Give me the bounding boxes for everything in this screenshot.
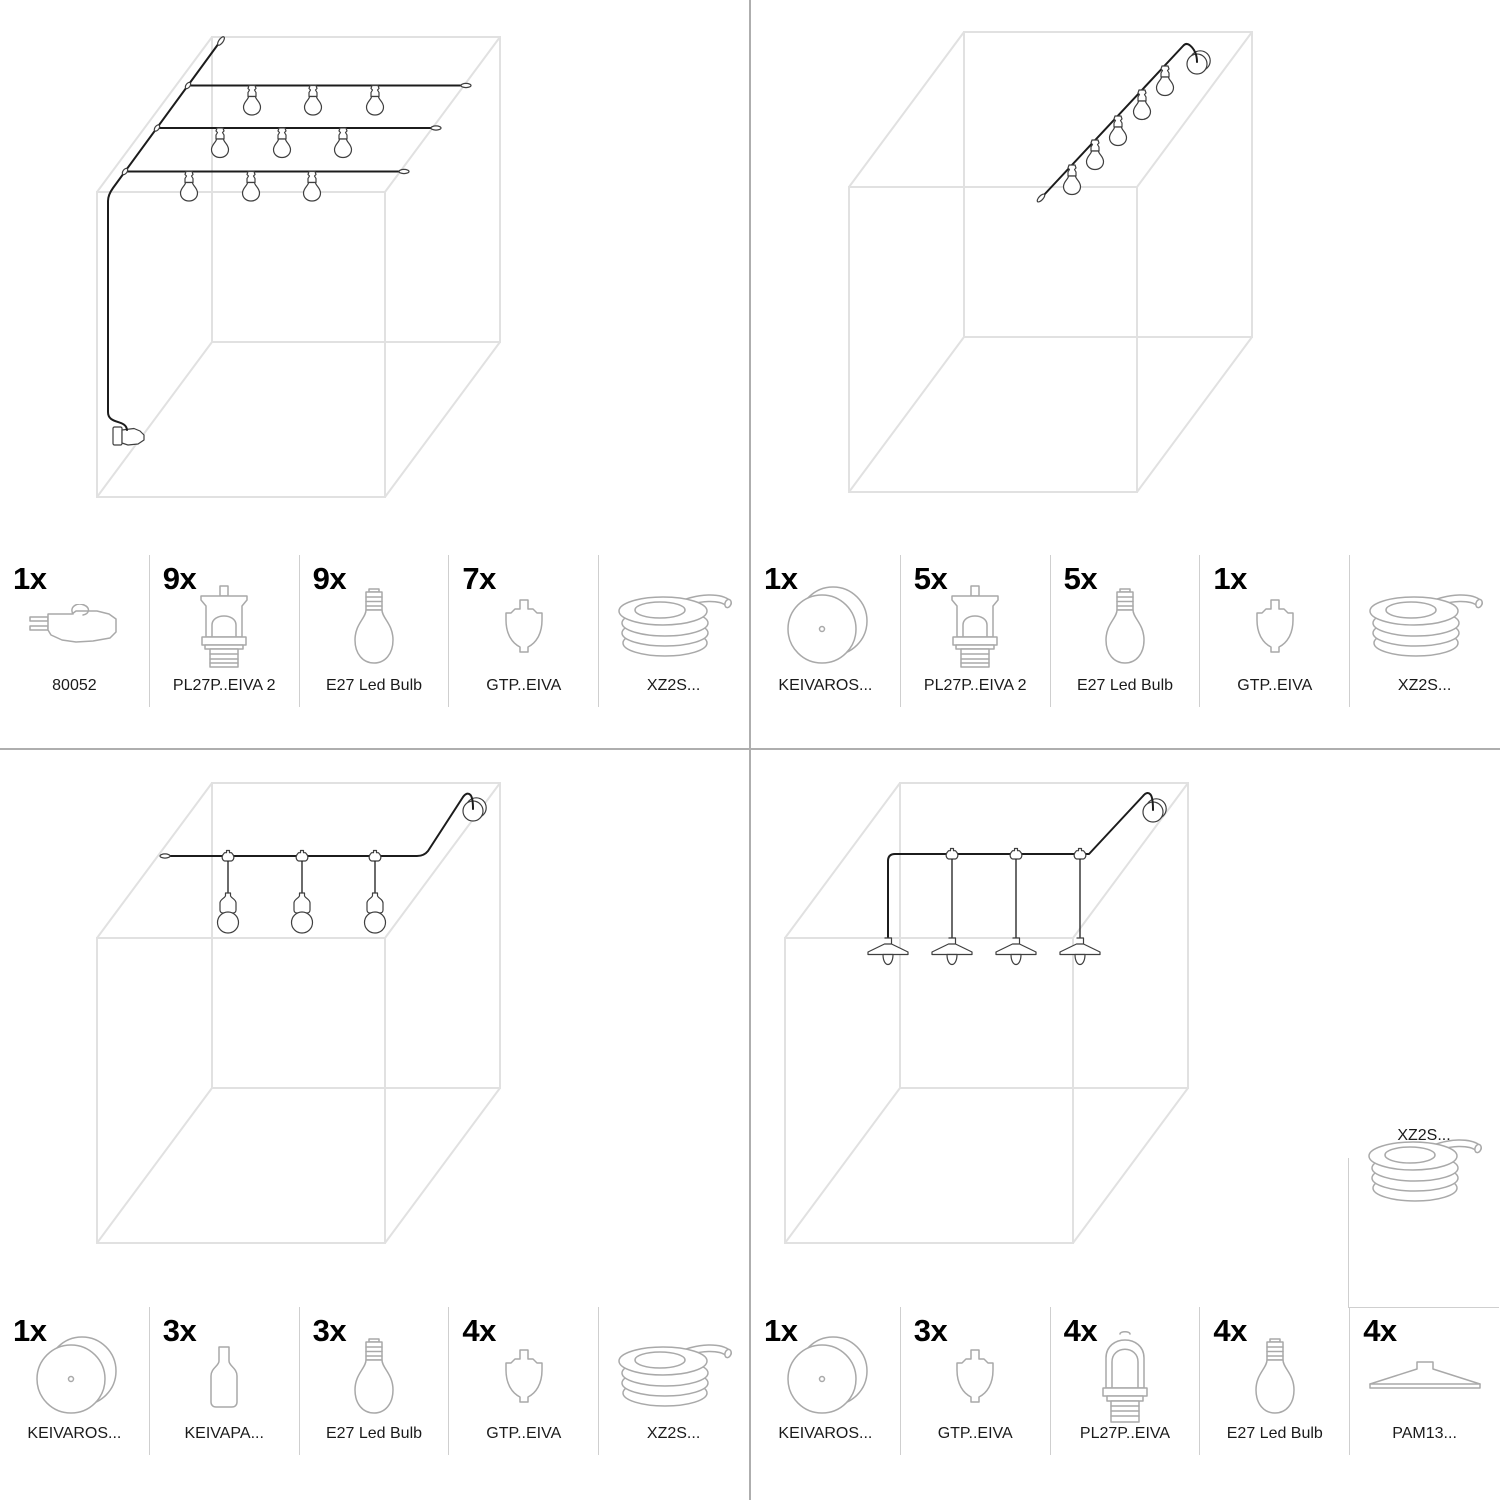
part-code: 80052 xyxy=(52,677,97,694)
part-code: XZ2S... xyxy=(1397,1127,1451,1144)
kit-diagram-diagonal xyxy=(750,0,1500,555)
part-code: PL27P..EIVA xyxy=(1079,1425,1171,1442)
part-cell xyxy=(751,555,901,707)
ceiling-rose-icon xyxy=(0,1331,149,1423)
parts-list xyxy=(751,555,1499,707)
part-code: GTP..EIVA xyxy=(1237,677,1313,694)
part-cell xyxy=(449,555,599,707)
part-cell xyxy=(599,1307,748,1455)
cube-wireframe xyxy=(97,37,500,497)
cable-coil-icon xyxy=(599,1331,748,1423)
part-cell-extra xyxy=(1348,1127,1499,1308)
part-quantity: 3x xyxy=(913,1313,948,1348)
part-quantity: 9x xyxy=(162,561,197,596)
part-cell xyxy=(150,1307,300,1455)
part-cell xyxy=(1051,555,1201,707)
part-code: E27 Led Bulb xyxy=(325,677,423,694)
part-cell xyxy=(901,1307,1051,1455)
pendant-main-cable xyxy=(170,794,473,856)
part-code: KEIVAROS... xyxy=(778,677,873,694)
part-quantity: 4x xyxy=(1213,1313,1247,1348)
part-cell xyxy=(1051,1307,1201,1455)
wall-plug xyxy=(113,427,144,445)
center-divider-horizontal xyxy=(0,748,1500,750)
part-cell xyxy=(751,1307,901,1455)
part-cell xyxy=(1200,555,1350,707)
part-code: E27 Led Bulb xyxy=(325,1425,423,1442)
part-code: E27 Led Bulb xyxy=(1076,677,1174,694)
part-cell xyxy=(0,555,150,707)
part-quantity: 4x xyxy=(1363,1313,1397,1348)
kit-card-top-left[interactable] xyxy=(0,0,750,750)
part-cell xyxy=(150,555,300,707)
part-quantity: 4x xyxy=(462,1313,496,1348)
part-code: GTP..EIVA xyxy=(486,1425,562,1442)
part-quantity: 1x xyxy=(764,561,798,596)
part-code: KEIVAROS... xyxy=(27,1425,122,1442)
kit-card-bottom-left[interactable] xyxy=(0,755,750,1500)
part-code: GTP..EIVA xyxy=(486,677,562,694)
part-quantity: 3x xyxy=(312,1313,347,1348)
part-quantity: 3x xyxy=(162,1313,197,1348)
led-bulb-icon xyxy=(1051,579,1200,675)
pendant-holder-icon xyxy=(150,579,299,675)
center-divider-vertical xyxy=(749,0,751,1500)
part-cell xyxy=(1200,1307,1350,1455)
part-code: PAM13... xyxy=(1392,1425,1457,1442)
string-light-bulbs xyxy=(181,86,384,202)
part-cell xyxy=(599,555,748,707)
cable-coil-icon xyxy=(599,579,748,675)
part-quantity: 1x xyxy=(13,1313,47,1348)
part-quantity: 5x xyxy=(913,561,948,596)
pendant-holder-icon xyxy=(901,579,1050,675)
part-code: PL27P..EIVA 2 xyxy=(923,677,1027,694)
parts-list xyxy=(0,1307,748,1455)
part-code: KEIVAROS... xyxy=(778,1425,873,1442)
part-code: XZ2S... xyxy=(646,677,701,694)
part-code: KEIVAPA... xyxy=(184,1425,264,1442)
terminal-cap-icon xyxy=(449,1331,598,1423)
pendant-main-cable xyxy=(888,793,1153,938)
saucer-shade-icon xyxy=(1350,1331,1499,1423)
part-code: E27 Led Bulb xyxy=(1226,1425,1323,1442)
led-bulb-icon xyxy=(300,579,449,675)
kit-diagram-sphere-pendants xyxy=(0,755,750,1300)
part-quantity: 7x xyxy=(462,561,496,596)
part-quantity: 5x xyxy=(1063,561,1098,596)
kit-diagram-three-rows xyxy=(0,0,750,555)
ceiling-rose-icon xyxy=(751,1331,900,1423)
part-cell xyxy=(901,555,1051,707)
part-quantity: 1x xyxy=(1213,561,1247,596)
terminal-cap-icon xyxy=(901,1331,1050,1423)
part-quantity: 1x xyxy=(764,1313,798,1348)
plug-icon xyxy=(0,579,149,675)
string-light-bulbs xyxy=(1064,66,1174,195)
bottle-icon xyxy=(150,1331,299,1423)
part-cell xyxy=(1350,555,1499,707)
part-cell xyxy=(0,1307,150,1455)
part-quantity: 9x xyxy=(312,561,347,596)
part-quantity: 1x xyxy=(13,561,47,596)
part-cell xyxy=(300,1307,450,1455)
ceiling-rose xyxy=(1187,51,1210,74)
cable-coil-icon xyxy=(1350,579,1499,675)
part-cell xyxy=(449,1307,599,1455)
parts-list xyxy=(0,555,748,707)
part-code: XZ2S... xyxy=(1397,677,1452,694)
dome-holder-icon xyxy=(1051,1331,1200,1423)
part-code: GTP..EIVA xyxy=(937,1425,1013,1442)
parts-list xyxy=(751,1307,1499,1455)
ceiling-rose xyxy=(463,798,486,821)
led-bulb-icon xyxy=(300,1331,449,1423)
pendant-drops xyxy=(218,851,386,934)
ceiling-rose-icon xyxy=(751,579,900,675)
part-code: XZ2S... xyxy=(646,1425,701,1442)
led-bulb-icon xyxy=(1200,1331,1349,1423)
terminal-cap-icon xyxy=(449,579,598,675)
pendant-drops xyxy=(868,849,1100,965)
part-cell xyxy=(1350,1307,1499,1455)
terminal-cap-icon xyxy=(1200,579,1349,675)
part-cell xyxy=(300,555,450,707)
part-quantity: 4x xyxy=(1063,1313,1098,1348)
kit-card-top-right[interactable] xyxy=(750,0,1500,750)
part-code: PL27P..EIVA 2 xyxy=(172,677,276,694)
cube-wireframe xyxy=(785,783,1188,1243)
cube-wireframe xyxy=(849,32,1252,492)
cube-wireframe xyxy=(97,783,500,1243)
